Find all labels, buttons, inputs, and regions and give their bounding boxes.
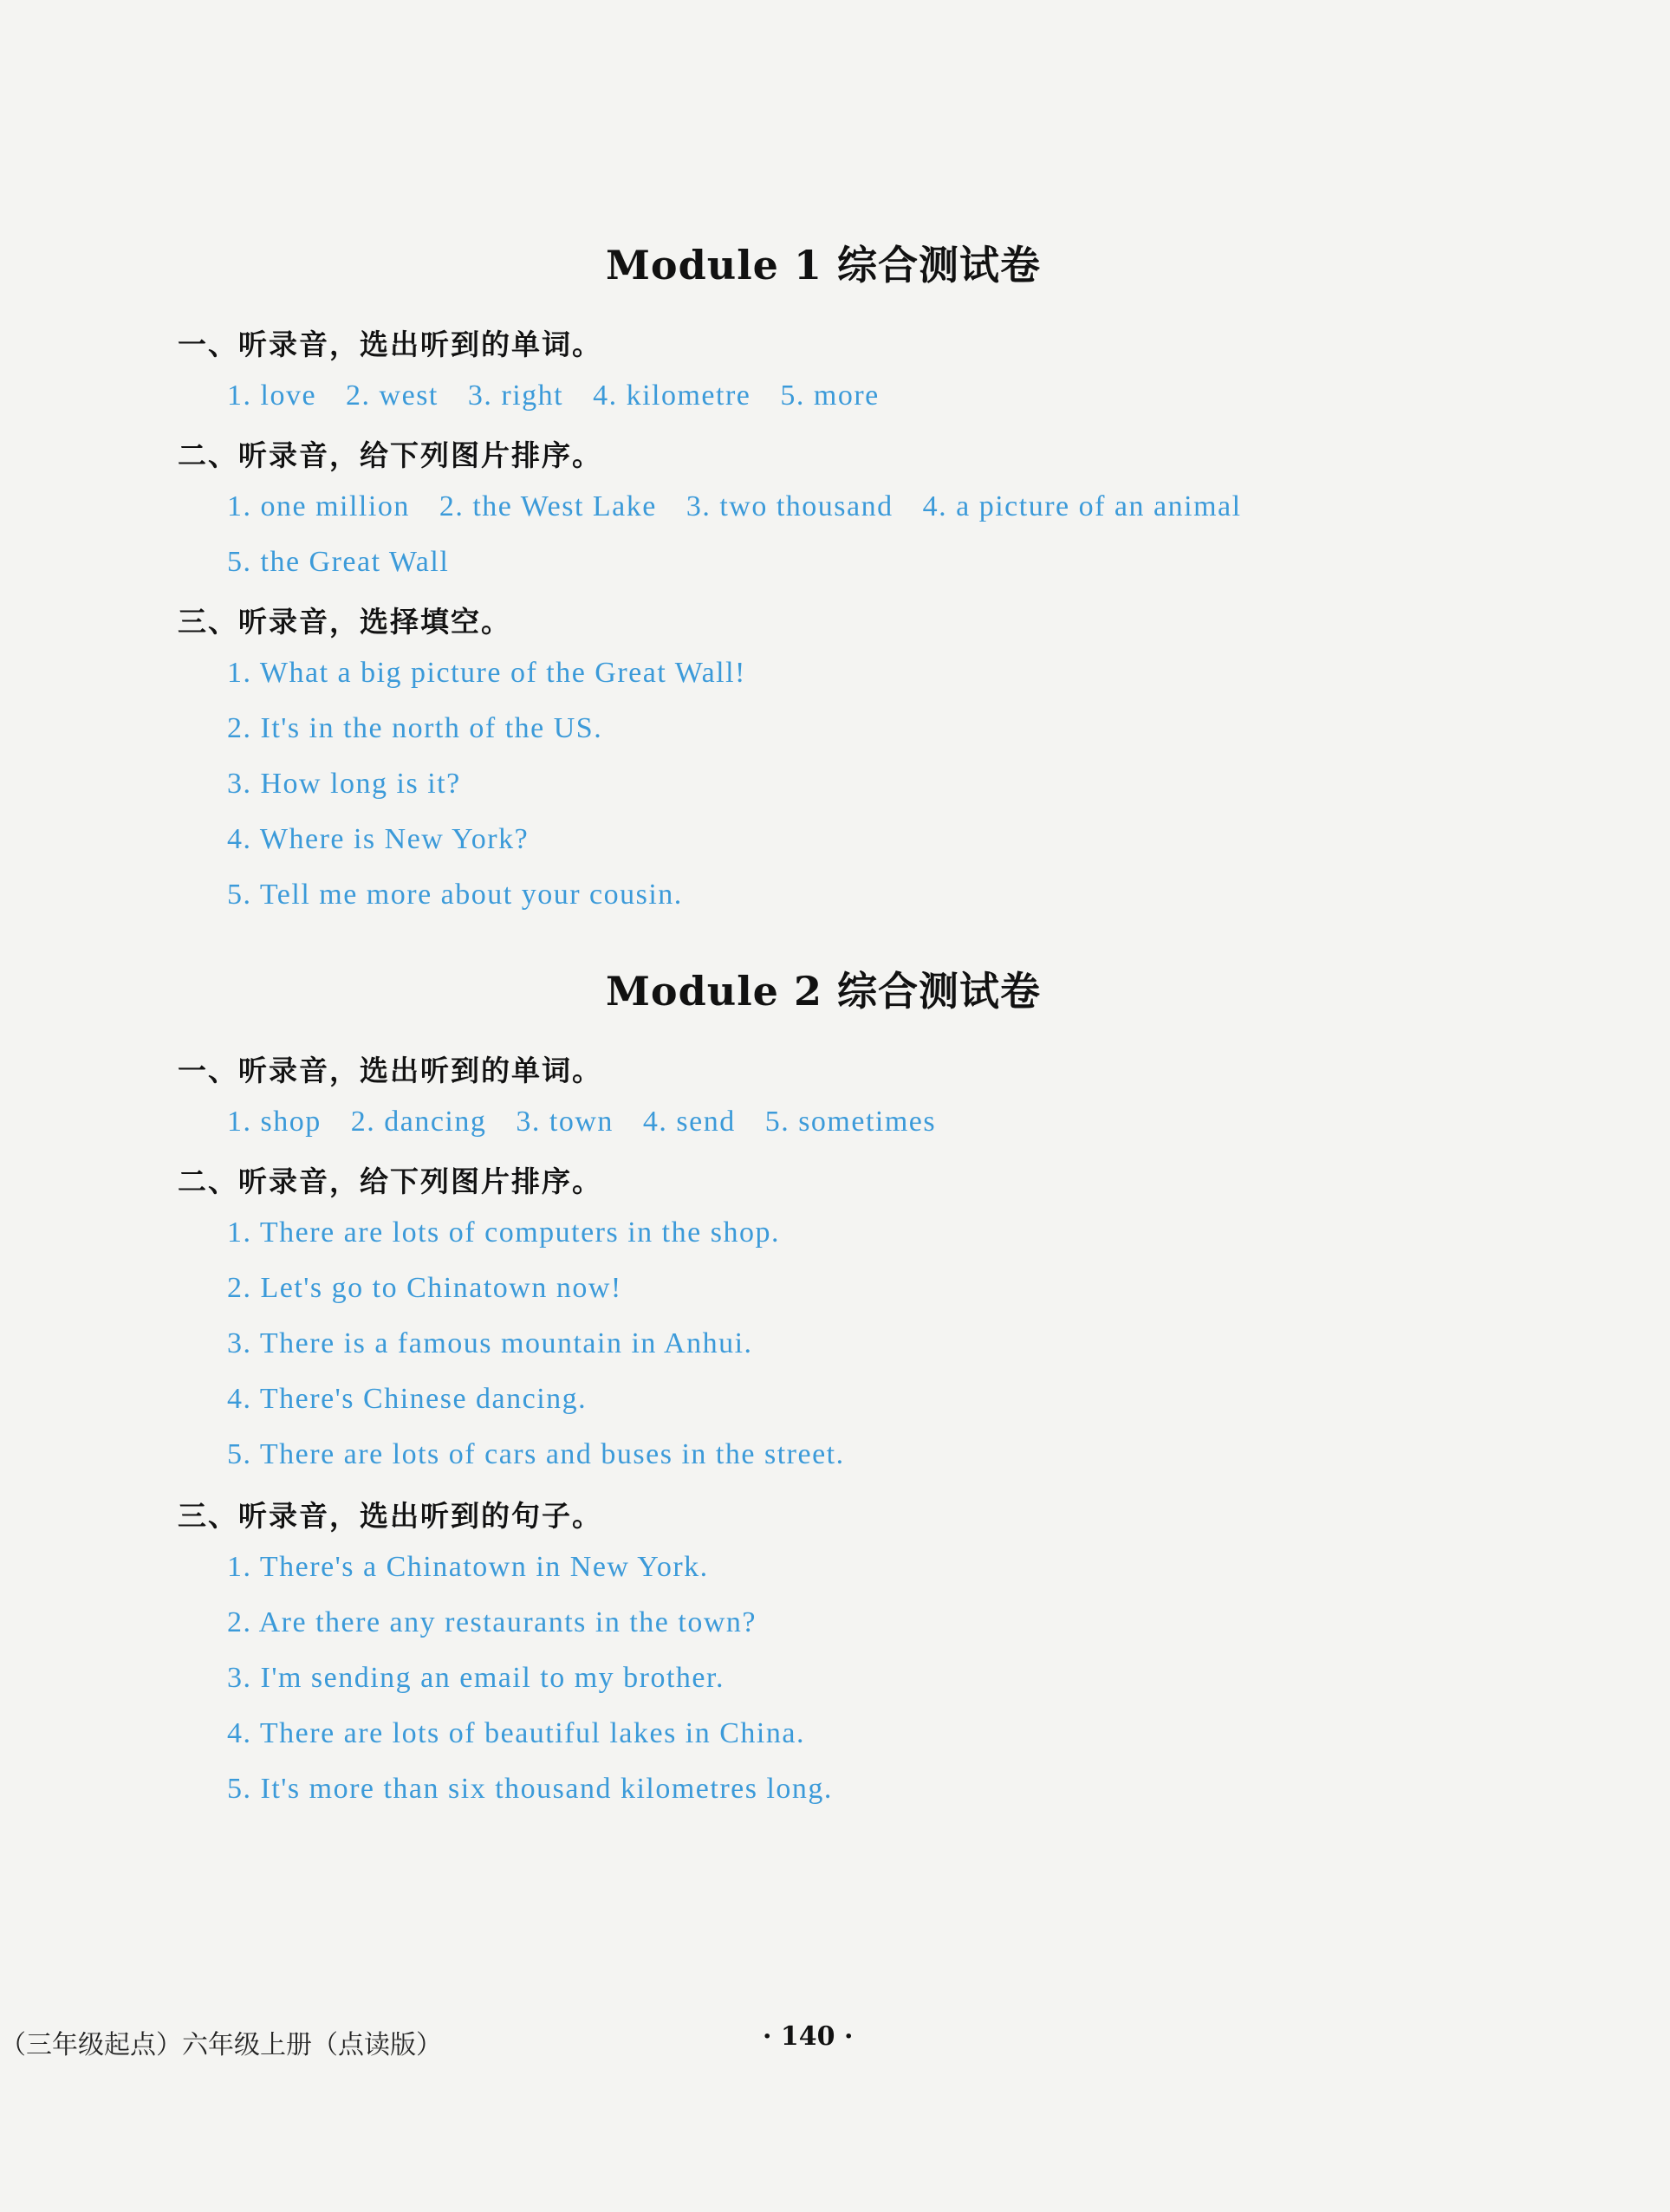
footer-book-info: （三年级起点）六年级上册（点读版） [0,2030,442,2060]
answer-item: 2. west [346,379,439,412]
m1-section-3-line-1: 1. What a big picture of the Great Wall! [227,657,746,689]
m1-section-3-heading: 三、听录音，选择填空。 [178,605,511,639]
answer-item: 5. sometimes [764,1106,937,1138]
m1-section-3-line-3: 3. How long is it? [227,768,461,800]
answer-item: 4. kilometre [593,379,751,412]
m2-section-2-heading: 二、听录音，给下列图片排序。 [178,1164,602,1198]
answer-item: 5. more [780,379,880,412]
answer-item: 2. dancing [350,1106,487,1138]
answer-item: 5. the Great Wall [227,546,450,578]
answer-item: 3. right [467,379,564,412]
m2-section-1-heading: 一、听录音，选出听到的单词。 [178,1054,602,1087]
m2-section-3-line-1: 1. There's a Chinatown in New York. [227,1551,709,1583]
m2-section-2-line-5: 5. There are lots of cars and buses in the street. [227,1438,845,1470]
m1-section-3-line-5: 5. Tell me more about your cousin. [227,879,683,911]
m2-section-3-heading: 三、听录音，选出听到的句子。 [178,1499,602,1533]
m2-section-2-line-3: 3. There is a famous mountain in Anhui. [227,1327,753,1359]
answer-item: 3. two thousand [686,490,893,522]
answer-item: 4. a picture of an animal [922,490,1242,522]
m1-section-3-line-2: 2. It's in the north of the US. [227,712,603,744]
answer-item: 2. the West Lake [439,490,657,522]
m2-section-3-line-2: 2. Are there any restaurants in the town? [227,1606,757,1638]
answer-item: 1. love [227,379,317,412]
m1-section-1-heading: 一、听录音，选出听到的单词。 [178,328,602,361]
m2-section-1-line-1 [227,1106,936,1138]
module-2-title: Module 2 综合测试卷 [606,968,1041,1015]
m2-section-3-line-5: 5. It's more than six thousand kilometres long. [227,1773,833,1805]
m2-section-2-line-1: 1. There are lots of computers in the shop. [227,1216,780,1249]
m2-section-3-line-4: 4. There are lots of beautiful lakes in China. [227,1717,805,1749]
answer-item: 3. town [516,1106,614,1138]
answer-item: 1. one million [227,490,410,522]
m2-section-2-line-4: 4. There's Chinese dancing. [227,1383,588,1415]
m1-section-3-line-4: 4. Where is New York? [227,823,530,855]
m1-section-2-heading: 二、听录音，给下列图片排序。 [178,438,602,472]
m1-section-2-line-1 [227,490,1242,523]
module-1-title: Module 1 综合测试卷 [606,242,1041,289]
m1-section-1-line-1 [227,379,880,412]
answer-item: 1. shop [227,1106,322,1138]
m1-section-2-line-2 [227,546,449,579]
answer-item: 4. send [642,1106,736,1138]
m2-section-3-line-3: 3. I'm sending an email to my brother. [227,1662,725,1694]
page-number: · 140 · [763,2021,854,2052]
m2-section-2-line-2: 2. Let's go to Chinatown now! [227,1272,622,1304]
